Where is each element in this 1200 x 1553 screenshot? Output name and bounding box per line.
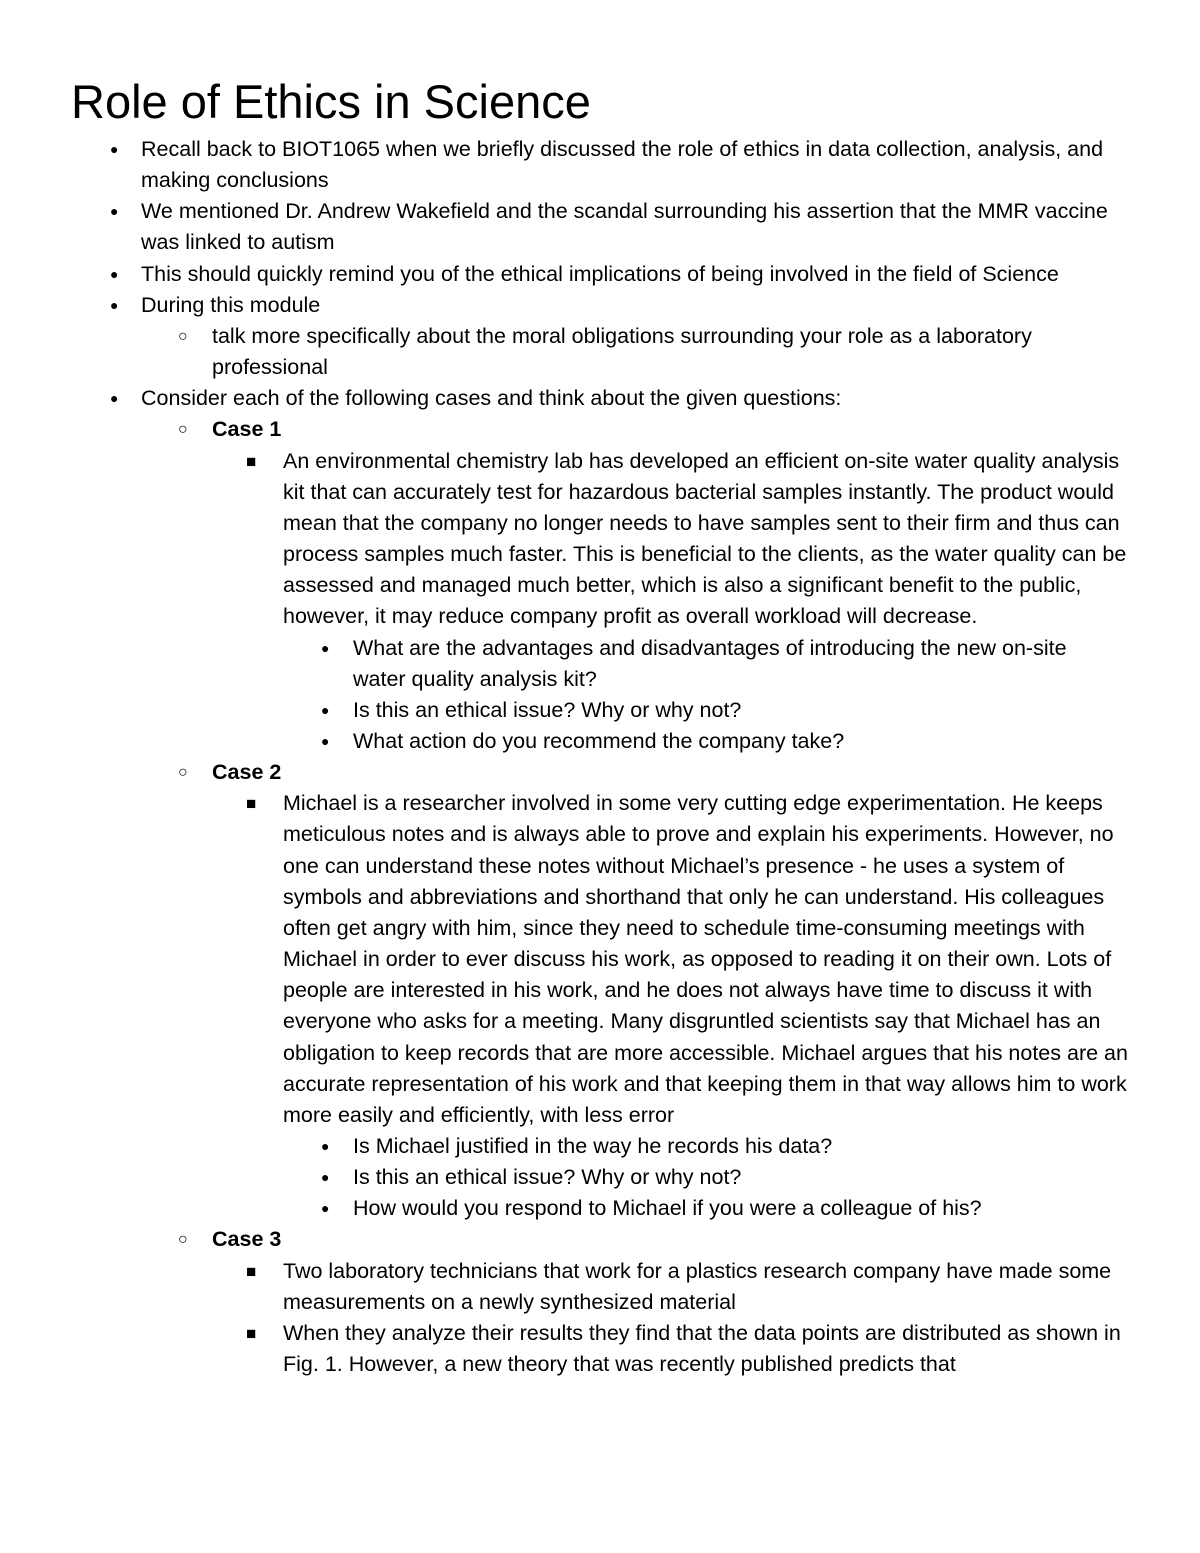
case-2-question <box>0 1193 1200 1224</box>
case-3-heading <box>0 1224 1200 1255</box>
list-item-text: This should quickly remind you of the ethical implications of being involved in the field of Science <box>141 261 1059 286</box>
case-description: Michael is a researcher involved in some very cutting edge experimentation. He keeps meticulous notes and is always able to prove and explain his experiments. However, no one can understand these notes without Michael’s presence - he uses a system of symbols and abbreviations and shorthand that only he can understand. His colleagues often get angry with him, since they need to schedule time-consuming meetings with Michael in order to ever discuss his work, as opposed to reading it on their own. Lots of people are interested in his work, and he does not always have time to discuss it with everyone who asks for a meeting. Many disgruntled scientists say that Michael has an obligation to keep records that are more accessible. Michael argues that his notes are an accurate representation of his work and that keeping them in that way allows him to work more easily and efficiently, with less error <box>283 791 1128 1127</box>
bullet-circle: ○ <box>178 764 188 782</box>
case-title: Case 2 <box>212 760 282 785</box>
case-title: Case 3 <box>212 1227 282 1252</box>
case-1-heading <box>0 414 1200 445</box>
question-text: How would you respond to Michael if you were a colleague of his? <box>353 1196 982 1221</box>
list-item <box>0 290 1200 321</box>
case-1-description <box>0 446 1200 633</box>
bullet-dot: ● <box>321 701 330 718</box>
case-1-question <box>0 726 1200 757</box>
bullet-square: ■ <box>246 794 257 814</box>
bullet-square: ■ <box>246 451 257 471</box>
list-item <box>0 321 1200 383</box>
question-text: Is this an ethical issue? Why or why not? <box>353 1165 742 1190</box>
question-text: Is this an ethical issue? Why or why not? <box>353 697 742 722</box>
case-2-question <box>0 1131 1200 1162</box>
case-1-question <box>0 633 1200 695</box>
question-text: Is Michael justified in the way he records his data? <box>353 1134 833 1158</box>
question-text: What action do you recommend the company take? <box>353 728 845 753</box>
case-item-text: Two laboratory technicians that work for a plastics research company have made some measurements on a newly synthesized material <box>283 1258 1112 1314</box>
bullet-dot: ● <box>110 390 119 407</box>
bullet-dot: ● <box>321 732 330 749</box>
case-description: An environmental chemistry lab has developed an efficient on-site water quality analysis kit that can accurately test for hazardous bacterial samples instantly. The product would mean that the company no longer needs to have samples sent to their firm and thus can process samples much faster. This is beneficial to the clients, as the water quality can be assessed and managed much better, which is also a significant benefit to the public, however, it may reduce company profit as overall workload will decrease. <box>283 448 1127 629</box>
case-title: Case 1 <box>212 417 282 442</box>
bullet-dot: ● <box>110 296 119 313</box>
list-item-text: Consider each of the following cases and think about the given questions: <box>141 386 842 411</box>
bullet-circle: ○ <box>178 327 188 345</box>
bullet-dot: ● <box>321 1169 330 1186</box>
case-1-question <box>0 695 1200 726</box>
list-item <box>0 383 1200 414</box>
bullet-circle: ○ <box>178 421 188 439</box>
bullet-dot: ● <box>321 639 330 656</box>
document-body <box>0 134 1200 1380</box>
list-item-text: talk more specifically about the moral obligations surrounding your role as a laboratory professional <box>212 323 1032 380</box>
case-2-description <box>0 788 1200 1131</box>
case-3-item <box>0 1318 1200 1380</box>
bullet-dot: ● <box>110 265 119 282</box>
case-2-heading <box>0 757 1200 788</box>
list-item-text: We mentioned Dr. Andrew Wakefield and the scandal surrounding his assertion that the MMR vaccine was linked to autism <box>141 199 1108 255</box>
page-title: Role of Ethics in Science <box>71 75 591 128</box>
question-text: What are the advantages and disadvantages of introducing the new on-site water quality analysis kit? <box>353 635 1067 691</box>
bullet-square: ■ <box>246 1261 257 1281</box>
bullet-square: ■ <box>246 1323 257 1343</box>
bullet-dot: ● <box>321 1138 330 1154</box>
bullet-dot: ● <box>321 1200 330 1217</box>
bullet-dot: ● <box>110 203 119 220</box>
list-item-text: Recall back to BIOT1065 when we briefly discussed the role of ethics in data collection, analysis, and making conclusions <box>141 137 1104 193</box>
bullet-dot: ● <box>110 141 119 157</box>
case-2-question <box>0 1162 1200 1193</box>
list-item <box>0 196 1200 258</box>
list-item <box>0 134 1200 196</box>
case-item-text: When they analyze their results they find that the data points are distributed as shown in Fig. 1. However, a new theory that was recently published predicts that <box>283 1320 1121 1377</box>
list-item <box>0 259 1200 290</box>
bullet-circle: ○ <box>178 1231 188 1249</box>
list-item-text: During this module <box>141 292 321 317</box>
case-3-item <box>0 1256 1200 1318</box>
